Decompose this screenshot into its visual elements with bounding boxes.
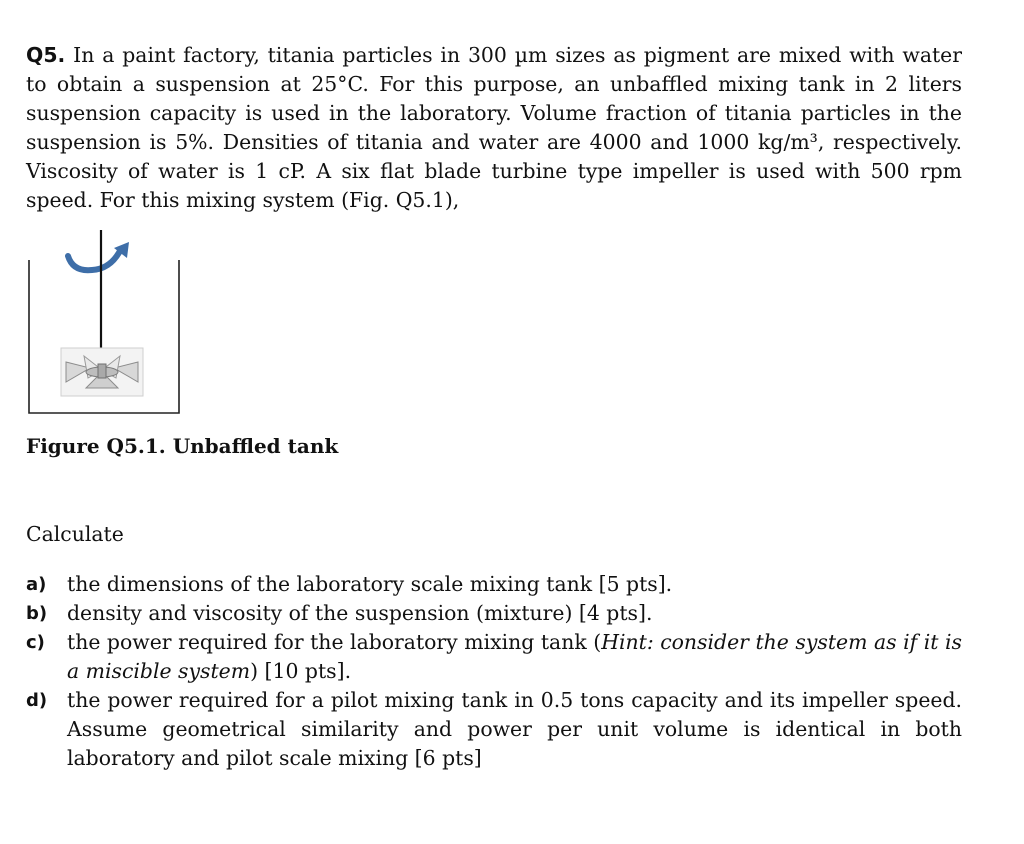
question-parts-list <box>26 570 962 773</box>
part-text-end: ) [10 pts]. <box>250 659 352 683</box>
part-text: the power required for the laboratory mixing tank ( <box>67 630 602 654</box>
question-part-a <box>26 570 962 599</box>
part-label: d) <box>26 690 48 711</box>
question-part-b <box>26 599 962 628</box>
turbine-impeller-icon <box>61 348 143 396</box>
question-text <box>26 41 962 215</box>
part-text: density and viscosity of the suspension (mixture) [4 pts]. <box>67 601 653 625</box>
part-text: the dimensions of the laboratory scale mixing tank [5 pts]. <box>67 572 673 596</box>
calculate-heading: Calculate <box>26 522 124 546</box>
question-intro: In a paint factory, titania particles in 300 µm sizes as pigment are mixed with water to obtain a suspension at 25°C. For this purpose, an unbaffled mixing tank in 2 liters suspension capacity is used in the laboratory. Volume fraction of titania particles in the suspension is 5%. Densities of titania and water are 4000 and 1000 kg/m³, respectively. Viscosity of water is 1 cP. A six flat blade turbine type impeller is used with 500 rpm speed. For this mixing system (Fig. Q5.1), <box>26 43 963 212</box>
rotation-arrow-icon <box>68 249 121 270</box>
unbaffled-tank-icon <box>26 222 186 422</box>
question-part-d <box>26 686 962 773</box>
part-label: c) <box>26 632 45 653</box>
question-part-c <box>26 628 962 686</box>
question-number: Q5. <box>26 43 66 67</box>
part-label: b) <box>26 603 48 624</box>
unbaffled-tank-figure <box>26 222 186 422</box>
figure-caption: Figure Q5.1. Unbaffled tank <box>26 434 339 458</box>
part-label: a) <box>26 574 47 595</box>
part-text: the power required for a pilot mixing tank in 0.5 tons capacity and its impeller speed. Assume geometrical similarity and power per unit volume is identical in both laboratory and pilot scale mixing [6 pts] <box>67 688 962 770</box>
part-hint: Hint: consider the system as if it is a miscible system <box>67 630 962 683</box>
